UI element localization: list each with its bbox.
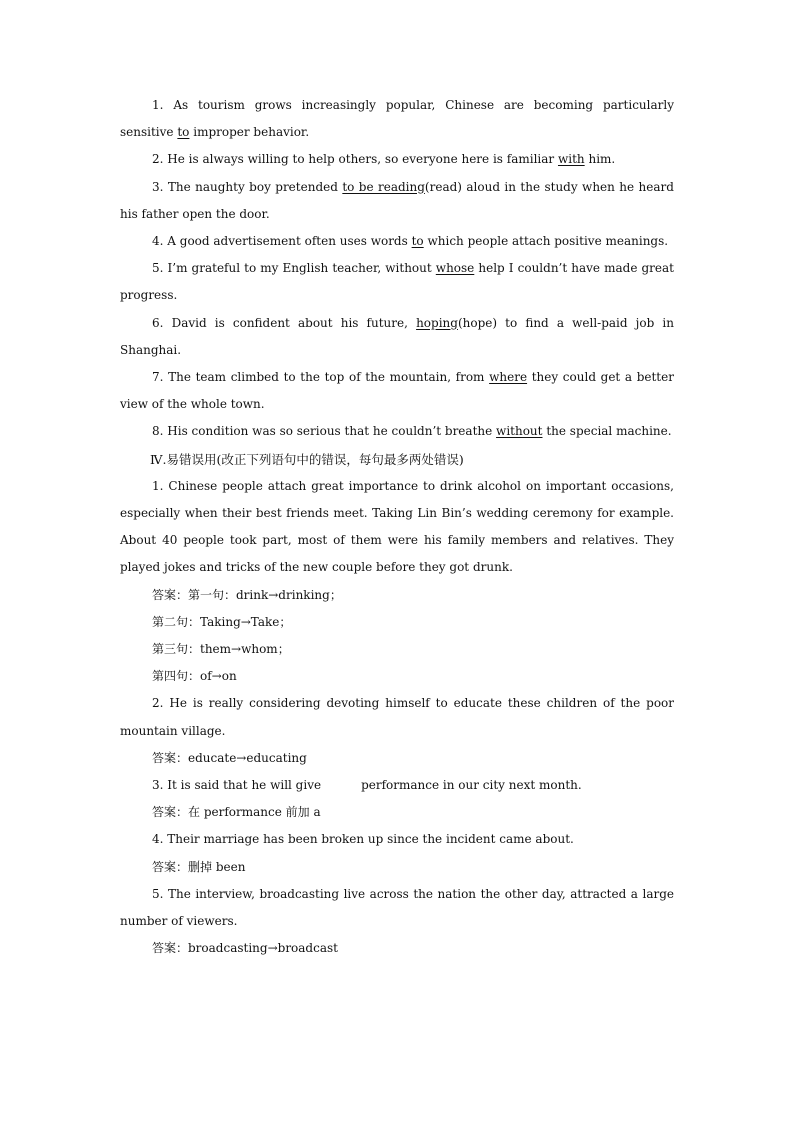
error-question-1: 1. Chinese people attach great importance to drink alcohol on important occasions, especially when their best friends meet. Taking Lin Bin’s wedding ceremony for example. About 40 people took part, most of them were his family members and relatives. They played jokes and tricks of the new couple before they got drunk. <box>120 478 674 575</box>
error-question-4: 4. Their marriage has been broken up since the incident came about. <box>152 832 574 847</box>
exercise-item-1: 1. As tourism grows increasingly popular, Chinese are becoming particularly sensitive to improper behavior. <box>120 98 674 140</box>
exercise-item-2: 2. He is always willing to help others, so everyone here is familiar with him. <box>152 152 616 167</box>
answer-line: 答案：第一句：drink→drinking； <box>152 587 342 602</box>
answer-blank: to <box>177 125 190 140</box>
error-question-5: 5. The interview, broadcasting live across the nation the other day, attracted a large number of viewers. <box>120 886 674 929</box>
error-question-2: 2. He is really considering devoting himself to educate these children of the poor mountain village. <box>120 696 674 738</box>
answer-blank: without <box>496 424 543 439</box>
answer-blank: where <box>489 370 528 385</box>
exercise-item-6: 6. David is confident about his future, hoping(hope) to find a well-paid job in Shanghai. <box>120 315 674 357</box>
exercise-item-7: 7. The team climbed to the top of the mountain, from where they could get a better view of the whole town. <box>120 370 674 412</box>
exercise-item-4: 4. A good advertisement often uses words to which people attach positive meanings. <box>152 234 669 249</box>
answer-blank: with <box>557 152 585 167</box>
answer-line: 第三句：them→whom； <box>152 642 290 657</box>
answer-line: 第四句：of→on <box>152 669 237 684</box>
error-question-3: 3. It is said that he will give performance in our city next month. <box>152 778 582 793</box>
answer-blank: to be reading <box>342 179 425 194</box>
exercise-item-8: 8. His condition was so serious that he couldn’t breathe without the special machine. <box>152 424 672 439</box>
exercise-item-5: 5. I’m grateful to my English teacher, without whose help I couldn’t have made great progress. <box>120 261 674 303</box>
answer-line: 答案：broadcasting→broadcast <box>152 941 338 956</box>
section-heading: Ⅳ.易错误用(改正下列语句中的错误，每句最多两处错误) <box>150 451 464 467</box>
answer-line: 答案：在 performance 前加 a <box>152 805 321 820</box>
exercise-item-3: 3. The naughty boy pretended to be reading(read) aloud in the study when he heard his father open the door. <box>120 179 674 221</box>
answer-blank: to <box>411 234 424 249</box>
answer-blank: hoping <box>416 315 458 330</box>
answer-line: 答案：educate→educating <box>152 750 307 765</box>
answer-line: 第二句：Taking→Take； <box>152 614 292 629</box>
answer-line: 答案：删掉 been <box>152 859 246 874</box>
answer-blank: whose <box>435 261 475 276</box>
